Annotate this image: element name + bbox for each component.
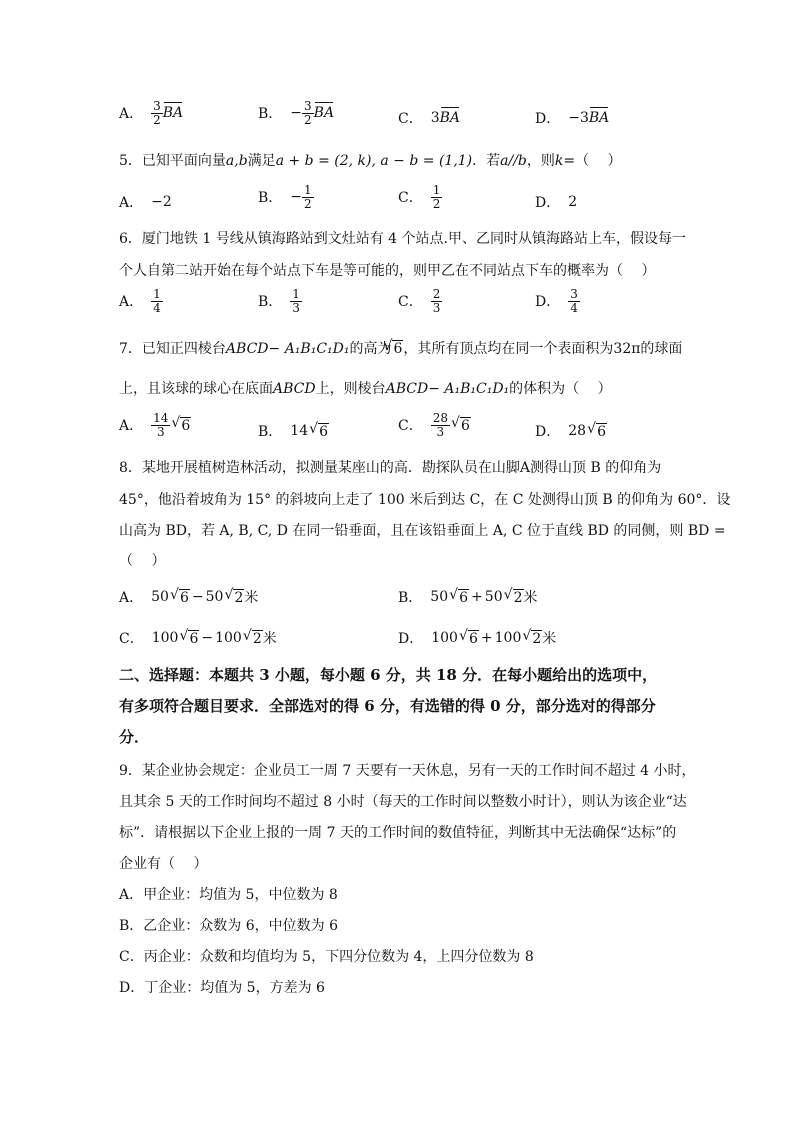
fraction: $\frac{3}{2}$ <box>304 99 312 127</box>
fraction: $\frac{2}{3}$ <box>432 287 441 315</box>
vector-ba: BA <box>439 110 461 126</box>
option-label: D． <box>535 195 561 211</box>
option-label: B． <box>258 294 283 311</box>
q8-option-d[interactable]: D． 100 √ 6 + 100 √ 2 米 <box>398 628 556 648</box>
vector-ba: BA <box>588 110 610 126</box>
fraction: $\frac{28}{3}$ <box>432 411 448 439</box>
q7-option-b[interactable]: B． 14 √ 6 <box>258 421 329 441</box>
q6-option-a[interactable] <box>119 288 163 314</box>
coefficient: 3 <box>430 110 440 126</box>
vector-ba: BA <box>162 105 184 122</box>
q9-stem-line2: 且其余 5 天的工作时间均不超过 8 小时（每天的工作时间以整数小时计），则认为该企业“达 <box>119 794 687 810</box>
option-label: A． <box>119 106 144 123</box>
q7-option-a[interactable] <box>119 412 191 438</box>
q5-option-a[interactable]: A． −2 <box>119 194 172 211</box>
q8-stem-line2: 45°，他沿着坡角为 15° 的斜坡向上走了 100 米后到达 C，在 C 处测得山顶 B 的仰角为 60°．设 <box>119 492 731 508</box>
section-heading-line2: 有多项符合题目要求．全部选对的得 6 分，有选错的得 0 分，部分选对的得部分 <box>119 697 656 715</box>
q8-stem-line4: （ ） <box>119 553 166 569</box>
section-heading-line3: 分． <box>119 728 150 746</box>
q8-stem-line3: 山高为 BD，若 A, B, C, D 在同一铅垂面，且在该铅垂面上 A, C 位于直线 BD 的同侧，则 BD = <box>119 523 726 539</box>
fraction: $\frac{1}{4}$ <box>153 287 161 315</box>
q6-stem-line2: 个人自第二站开始在每个站点下车是等可能的，则甲乙在不同站点下车的概率为（ ） <box>119 263 656 279</box>
option-label: C． <box>398 418 423 435</box>
q5-option-c[interactable] <box>398 184 442 210</box>
q8-option-b[interactable]: B． 50 √ 6 + 50 √ 2 米 <box>398 587 538 607</box>
section-heading-line1: 二、选择题：本题共 3 小题，每小题 6 分，共 18 分．在每小题给出的选项中， <box>119 666 658 684</box>
minus-sign: − <box>290 105 303 122</box>
q7-option-c[interactable] <box>398 412 471 438</box>
option-label: D． <box>535 294 561 311</box>
q9-option-d[interactable]: D．丁企业：均值为 5，方差为 6 <box>119 980 325 996</box>
vector-ba: BA <box>313 105 335 122</box>
q4-option-b[interactable] <box>258 100 334 126</box>
q8-option-c[interactable]: C． 100 √ 6 − 100 √ 2 米 <box>119 628 277 648</box>
option-label: D． <box>398 631 424 647</box>
option-label: D． <box>535 111 561 127</box>
option-label: B． <box>258 190 283 207</box>
option-label: D． <box>535 424 561 440</box>
fraction: $\frac{1}{3}$ <box>292 287 300 315</box>
sqrt: √ 6 <box>180 417 191 434</box>
option-label: C． <box>398 294 423 311</box>
fraction: $\frac{3}{2}$ <box>153 99 161 127</box>
q9-option-c[interactable]: C．丙企业：众数和均值均为 5，下四分位数为 4，上四分位数为 8 <box>119 949 534 965</box>
q5-option-d[interactable]: D． 2 <box>535 194 578 211</box>
q9-option-b[interactable]: B．乙企业：众数为 6，中位数为 6 <box>119 918 339 934</box>
q9-stem-line3: 标”．请根据以下企业上报的一周 7 天的工作时间的数值特征，判断其中无法确保“达标”的 <box>119 825 677 841</box>
q8-stem-line1: 8．某地开展植树造林活动，拟测量某座山的高．勘探队员在山脚A测得山顶 B 的仰角为 <box>119 460 662 476</box>
sqrt: √ 6 <box>318 423 329 440</box>
coefficient: −3 <box>568 110 589 126</box>
q5-option-b[interactable]: B． − $\frac{1}{2}$ <box>258 183 312 211</box>
q7-option-d[interactable]: D． 28 √ 6 <box>535 421 607 441</box>
option-label: B． <box>398 590 423 606</box>
option-label: B． <box>258 424 283 440</box>
option-label: A． <box>119 590 144 606</box>
q9-stem-line1: 9．某企业协会规定：企业员工一周 7 天要有一天休息，另有一天的工作时间不超过 4 小时， <box>119 763 696 779</box>
fraction: $\frac{14}{3}$ <box>153 411 169 439</box>
q8-option-a[interactable]: A． 50 √ 6 − 50 √ 2 米 <box>119 587 258 607</box>
q6-option-b[interactable] <box>258 288 302 314</box>
q6-option-d[interactable] <box>535 288 580 314</box>
q4-option-d[interactable] <box>535 108 609 128</box>
option-label: B． <box>258 106 283 123</box>
q6-option-c[interactable] <box>398 288 442 314</box>
option-label: C． <box>119 631 144 647</box>
q9-stem-line4: 企业有（ ） <box>119 856 208 872</box>
option-label: A． <box>119 294 144 311</box>
option-label: A． <box>119 195 144 211</box>
option-label: C． <box>398 190 423 207</box>
q9-option-a[interactable]: A．甲企业：均值为 5，中位数为 8 <box>119 887 338 903</box>
fraction: $\frac{1}{2}$ <box>304 183 312 211</box>
option-label: C． <box>398 111 423 127</box>
q4-option-c[interactable] <box>398 108 460 128</box>
fraction: $\frac{1}{2}$ <box>432 183 441 211</box>
q5-stem: 5．已知平面向量a,b满足a + b = (2, k), a − b = (1,1)．若a//b，则k=（ ） <box>119 153 622 169</box>
sqrt: √ 6 <box>460 417 471 434</box>
sqrt: √ 6 <box>596 423 607 440</box>
q6-stem-line1: 6．厦门地铁 1 号线从镇海路站到文灶站有 4 个站点.甲、乙同时从镇海路站上车，假设每一 <box>119 231 686 247</box>
q7-stem-line1: 7．已知正四棱台ABCD− A₁B₁C₁D₁的高为√ 6，其所有顶点均在同一个表面积为32π的球面 <box>119 338 682 358</box>
q4-option-a[interactable] <box>119 100 183 126</box>
option-label: A． <box>119 418 144 435</box>
fraction: $\frac{3}{4}$ <box>570 287 578 315</box>
q7-stem-line2: 上，且该球的球心在底面ABCD上，则棱台ABCD− A₁B₁C₁D₁的体积为（ ） <box>119 381 612 397</box>
